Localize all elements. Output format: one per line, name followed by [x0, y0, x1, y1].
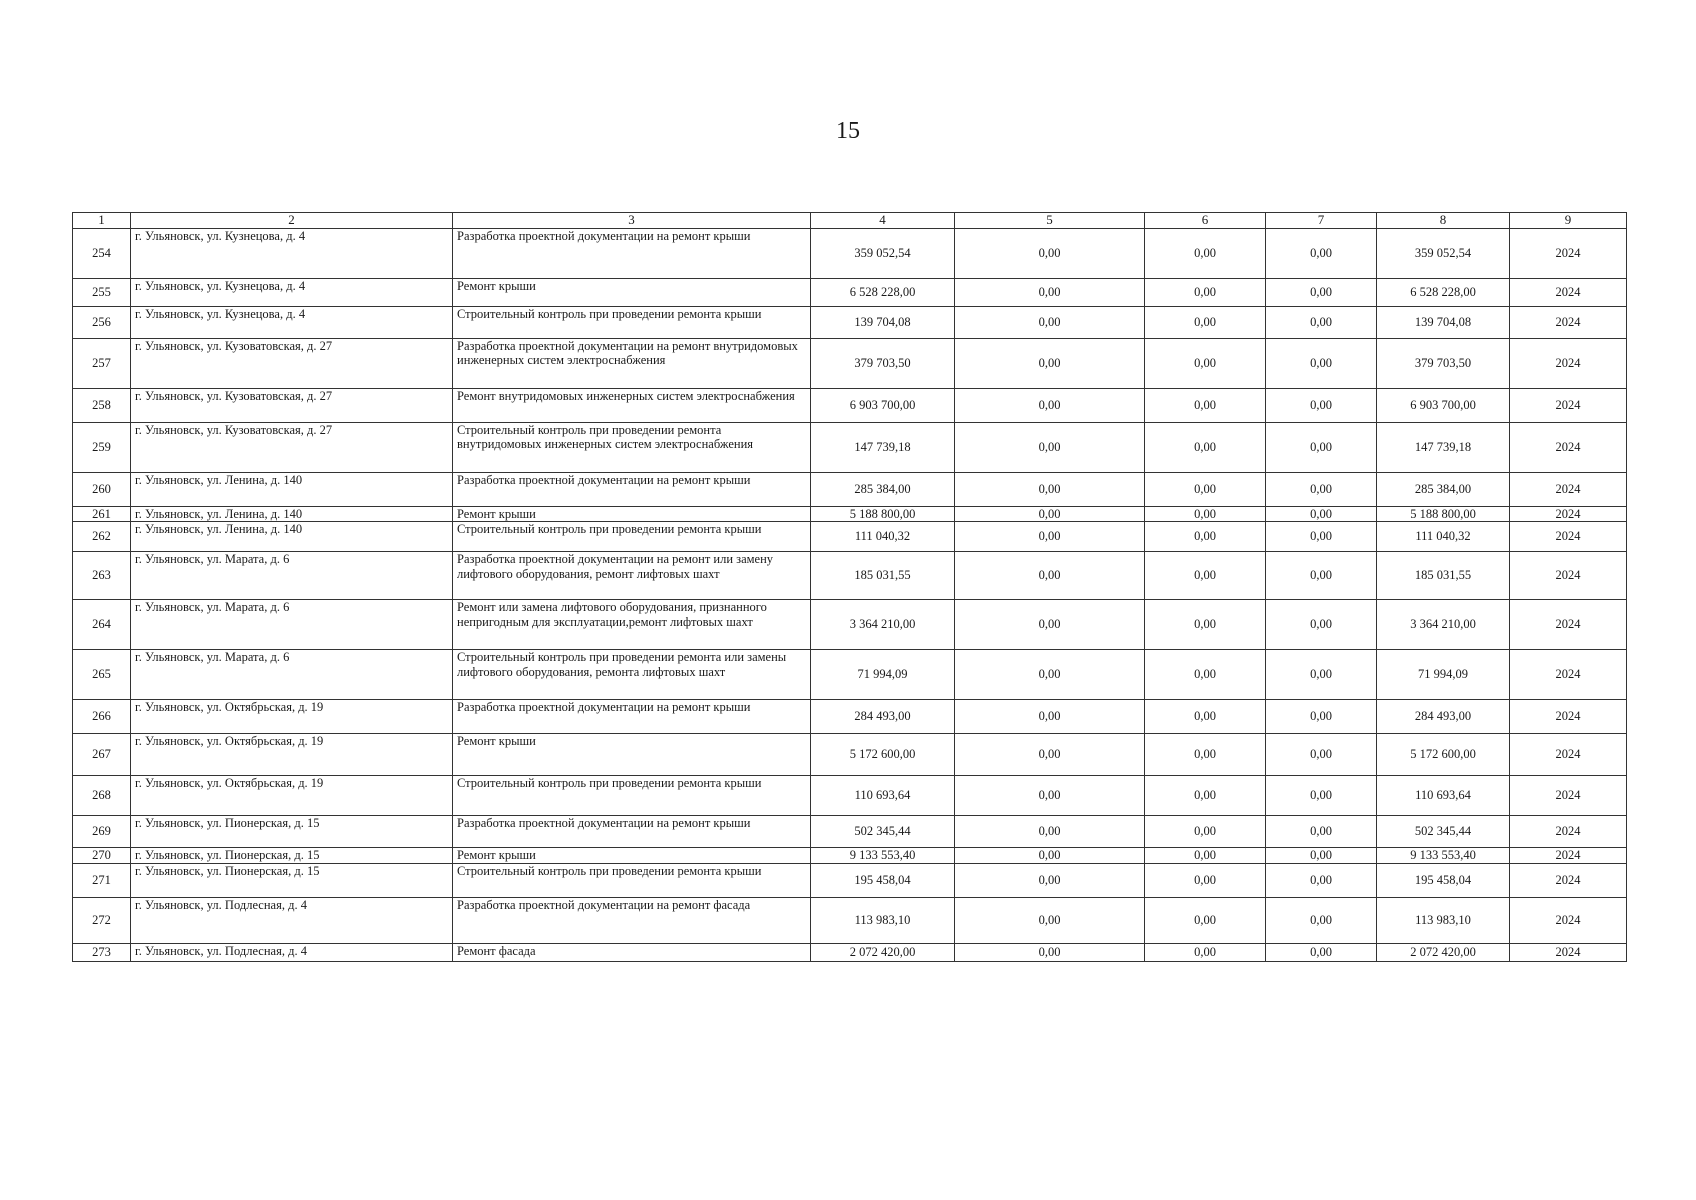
column-6-value: 0,00 — [1145, 734, 1266, 776]
total-cost-cell: 359 052,54 — [811, 228, 955, 278]
column-7-value: 0,00 — [1266, 422, 1377, 472]
total-cost-cell: 110 693,64 — [811, 776, 955, 816]
total-cost-cell: 6 903 700,00 — [811, 388, 955, 422]
column-7-value: 0,00 — [1266, 388, 1377, 422]
column-5-value: 0,00 — [955, 506, 1145, 522]
column-5-value: 0,00 — [955, 552, 1145, 600]
column-7-value: 0,00 — [1266, 278, 1377, 306]
year-cell: 2024 — [1510, 422, 1627, 472]
table-row — [73, 650, 1627, 700]
table-row — [73, 472, 1627, 506]
column-5-value: 0,00 — [955, 650, 1145, 700]
total-cost-cell: 2 072 420,00 — [811, 943, 955, 961]
year-cell: 2024 — [1510, 734, 1627, 776]
address-cell: г. Ульяновск, ул. Октябрьская, д. 19 — [131, 776, 453, 816]
address-cell: г. Ульяновск, ул. Ленина, д. 140 — [131, 472, 453, 506]
work-type-cell: Строительный контроль при проведении ремонта крыши — [453, 306, 811, 338]
column-8-value: 9 133 553,40 — [1377, 848, 1510, 864]
column-6-value: 0,00 — [1145, 278, 1266, 306]
page-number: 15 — [836, 118, 860, 144]
row-number: 266 — [73, 700, 131, 734]
row-number: 254 — [73, 228, 131, 278]
column-8-value: 5 172 600,00 — [1377, 734, 1510, 776]
address-cell: г. Ульяновск, ул. Марата, д. 6 — [131, 552, 453, 600]
column-5-value: 0,00 — [955, 472, 1145, 506]
address-cell: г. Ульяновск, ул. Ленина, д. 140 — [131, 522, 453, 552]
table-row — [73, 897, 1627, 943]
column-5-value: 0,00 — [955, 228, 1145, 278]
column-8-value: 71 994,09 — [1377, 650, 1510, 700]
column-6-value: 0,00 — [1145, 897, 1266, 943]
column-8-value: 6 903 700,00 — [1377, 388, 1510, 422]
column-7-value: 0,00 — [1266, 943, 1377, 961]
repair-register-table — [72, 212, 1627, 962]
column-header-5: 5 — [955, 213, 1145, 229]
table-row — [73, 734, 1627, 776]
column-8-value: 113 983,10 — [1377, 897, 1510, 943]
work-type-cell: Разработка проектной документации на ремонт фасада — [453, 897, 811, 943]
column-number-row — [73, 213, 1627, 229]
table-row — [73, 700, 1627, 734]
column-6-value: 0,00 — [1145, 506, 1266, 522]
column-5-value: 0,00 — [955, 734, 1145, 776]
column-6-value: 0,00 — [1145, 552, 1266, 600]
row-number: 257 — [73, 338, 131, 388]
work-type-cell: Строительный контроль при проведении ремонта крыши — [453, 522, 811, 552]
column-5-value: 0,00 — [955, 306, 1145, 338]
year-cell: 2024 — [1510, 338, 1627, 388]
column-7-value: 0,00 — [1266, 306, 1377, 338]
column-8-value: 195 458,04 — [1377, 863, 1510, 897]
work-type-cell: Строительный контроль при проведении ремонта внутридомовых инженерных систем электроснабжения — [453, 422, 811, 472]
column-7-value: 0,00 — [1266, 734, 1377, 776]
column-7-value: 0,00 — [1266, 897, 1377, 943]
row-number: 264 — [73, 600, 131, 650]
column-8-value: 185 031,55 — [1377, 552, 1510, 600]
total-cost-cell: 195 458,04 — [811, 863, 955, 897]
address-cell: г. Ульяновск, ул. Подлесная, д. 4 — [131, 943, 453, 961]
table-row — [73, 306, 1627, 338]
column-6-value: 0,00 — [1145, 863, 1266, 897]
table-row — [73, 278, 1627, 306]
row-number: 273 — [73, 943, 131, 961]
column-5-value: 0,00 — [955, 278, 1145, 306]
address-cell: г. Ульяновск, ул. Марата, д. 6 — [131, 650, 453, 700]
column-6-value: 0,00 — [1145, 228, 1266, 278]
work-type-cell: Разработка проектной документации на ремонт или замену лифтового оборудования, ремонт лифтовых шахт — [453, 552, 811, 600]
work-type-cell: Ремонт крыши — [453, 734, 811, 776]
column-6-value: 0,00 — [1145, 700, 1266, 734]
work-type-cell: Ремонт или замена лифтового оборудования, признанного непригодным для эксплуатации,ремонт лифтовых шахт — [453, 600, 811, 650]
address-cell: г. Ульяновск, ул. Кузоватовская, д. 27 — [131, 388, 453, 422]
work-type-cell: Разработка проектной документации на ремонт крыши — [453, 700, 811, 734]
work-type-cell: Разработка проектной документации на ремонт крыши — [453, 472, 811, 506]
year-cell: 2024 — [1510, 228, 1627, 278]
row-number: 256 — [73, 306, 131, 338]
column-7-value: 0,00 — [1266, 552, 1377, 600]
column-6-value: 0,00 — [1145, 816, 1266, 848]
year-cell: 2024 — [1510, 816, 1627, 848]
address-cell: г. Ульяновск, ул. Марата, д. 6 — [131, 600, 453, 650]
table-row — [73, 422, 1627, 472]
table-row — [73, 863, 1627, 897]
column-8-value: 285 384,00 — [1377, 472, 1510, 506]
table-body — [73, 228, 1627, 961]
column-7-value: 0,00 — [1266, 600, 1377, 650]
year-cell: 2024 — [1510, 472, 1627, 506]
column-header-9: 9 — [1510, 213, 1627, 229]
column-header-1: 1 — [73, 213, 131, 229]
work-type-cell: Ремонт внутридомовых инженерных систем электроснабжения — [453, 388, 811, 422]
address-cell: г. Ульяновск, ул. Пионерская, д. 15 — [131, 816, 453, 848]
column-8-value: 111 040,32 — [1377, 522, 1510, 552]
table-row — [73, 600, 1627, 650]
column-6-value: 0,00 — [1145, 522, 1266, 552]
total-cost-cell: 147 739,18 — [811, 422, 955, 472]
table-header — [73, 213, 1627, 229]
column-5-value: 0,00 — [955, 700, 1145, 734]
year-cell: 2024 — [1510, 863, 1627, 897]
column-5-value: 0,00 — [955, 388, 1145, 422]
year-cell: 2024 — [1510, 776, 1627, 816]
row-number: 261 — [73, 506, 131, 522]
row-number: 262 — [73, 522, 131, 552]
work-type-cell: Ремонт крыши — [453, 848, 811, 864]
row-number: 269 — [73, 816, 131, 848]
address-cell: г. Ульяновск, ул. Кузнецова, д. 4 — [131, 228, 453, 278]
total-cost-cell: 502 345,44 — [811, 816, 955, 848]
total-cost-cell: 285 384,00 — [811, 472, 955, 506]
column-7-value: 0,00 — [1266, 228, 1377, 278]
address-cell: г. Ульяновск, ул. Подлесная, д. 4 — [131, 897, 453, 943]
column-5-value: 0,00 — [955, 863, 1145, 897]
year-cell: 2024 — [1510, 522, 1627, 552]
total-cost-cell: 3 364 210,00 — [811, 600, 955, 650]
column-5-value: 0,00 — [955, 848, 1145, 864]
year-cell: 2024 — [1510, 650, 1627, 700]
total-cost-cell: 5 188 800,00 — [811, 506, 955, 522]
work-type-cell: Строительный контроль при проведении ремонта или замены лифтового оборудования, ремонта лифтовых шахт — [453, 650, 811, 700]
column-7-value: 0,00 — [1266, 472, 1377, 506]
row-number: 267 — [73, 734, 131, 776]
address-cell: г. Ульяновск, ул. Пионерская, д. 15 — [131, 863, 453, 897]
row-number: 258 — [73, 388, 131, 422]
total-cost-cell: 113 983,10 — [811, 897, 955, 943]
address-cell: г. Ульяновск, ул. Ленина, д. 140 — [131, 506, 453, 522]
year-cell: 2024 — [1510, 897, 1627, 943]
row-number: 271 — [73, 863, 131, 897]
total-cost-cell: 9 133 553,40 — [811, 848, 955, 864]
column-header-4: 4 — [811, 213, 955, 229]
row-number: 265 — [73, 650, 131, 700]
column-7-value: 0,00 — [1266, 338, 1377, 388]
year-cell: 2024 — [1510, 848, 1627, 864]
row-number: 270 — [73, 848, 131, 864]
total-cost-cell: 185 031,55 — [811, 552, 955, 600]
column-6-value: 0,00 — [1145, 650, 1266, 700]
column-5-value: 0,00 — [955, 600, 1145, 650]
total-cost-cell: 71 994,09 — [811, 650, 955, 700]
address-cell: г. Ульяновск, ул. Пионерская, д. 15 — [131, 848, 453, 864]
column-7-value: 0,00 — [1266, 776, 1377, 816]
work-type-cell: Ремонт фасада — [453, 943, 811, 961]
column-7-value: 0,00 — [1266, 650, 1377, 700]
year-cell: 2024 — [1510, 306, 1627, 338]
year-cell: 2024 — [1510, 278, 1627, 306]
column-8-value: 379 703,50 — [1377, 338, 1510, 388]
column-5-value: 0,00 — [955, 338, 1145, 388]
address-cell: г. Ульяновск, ул. Кузнецова, д. 4 — [131, 278, 453, 306]
table-row — [73, 522, 1627, 552]
table-row — [73, 338, 1627, 388]
total-cost-cell: 284 493,00 — [811, 700, 955, 734]
row-number: 263 — [73, 552, 131, 600]
column-6-value: 0,00 — [1145, 943, 1266, 961]
column-8-value: 6 528 228,00 — [1377, 278, 1510, 306]
column-8-value: 147 739,18 — [1377, 422, 1510, 472]
year-cell: 2024 — [1510, 506, 1627, 522]
column-5-value: 0,00 — [955, 422, 1145, 472]
total-cost-cell: 111 040,32 — [811, 522, 955, 552]
table-row — [73, 552, 1627, 600]
column-8-value: 139 704,08 — [1377, 306, 1510, 338]
column-6-value: 0,00 — [1145, 600, 1266, 650]
column-header-6: 6 — [1145, 213, 1266, 229]
work-type-cell: Ремонт крыши — [453, 506, 811, 522]
column-8-value: 284 493,00 — [1377, 700, 1510, 734]
work-type-cell: Строительный контроль при проведении ремонта крыши — [453, 863, 811, 897]
total-cost-cell: 139 704,08 — [811, 306, 955, 338]
year-cell: 2024 — [1510, 552, 1627, 600]
total-cost-cell: 6 528 228,00 — [811, 278, 955, 306]
column-header-8: 8 — [1377, 213, 1510, 229]
work-type-cell: Разработка проектной документации на ремонт внутридомовых инженерных систем электроснабжения — [453, 338, 811, 388]
column-6-value: 0,00 — [1145, 848, 1266, 864]
column-5-value: 0,00 — [955, 943, 1145, 961]
table-row — [73, 943, 1627, 961]
address-cell: г. Ульяновск, ул. Октябрьская, д. 19 — [131, 734, 453, 776]
column-header-2: 2 — [131, 213, 453, 229]
table-row — [73, 848, 1627, 864]
column-header-7: 7 — [1266, 213, 1377, 229]
year-cell: 2024 — [1510, 388, 1627, 422]
year-cell: 2024 — [1510, 600, 1627, 650]
column-5-value: 0,00 — [955, 816, 1145, 848]
column-7-value: 0,00 — [1266, 506, 1377, 522]
column-8-value: 3 364 210,00 — [1377, 600, 1510, 650]
address-cell: г. Ульяновск, ул. Кузоватовская, д. 27 — [131, 338, 453, 388]
work-type-cell: Разработка проектной документации на ремонт крыши — [453, 816, 811, 848]
column-8-value: 502 345,44 — [1377, 816, 1510, 848]
column-7-value: 0,00 — [1266, 816, 1377, 848]
column-6-value: 0,00 — [1145, 338, 1266, 388]
column-6-value: 0,00 — [1145, 422, 1266, 472]
column-5-value: 0,00 — [955, 897, 1145, 943]
work-type-cell: Строительный контроль при проведении ремонта крыши — [453, 776, 811, 816]
column-6-value: 0,00 — [1145, 776, 1266, 816]
column-7-value: 0,00 — [1266, 863, 1377, 897]
column-6-value: 0,00 — [1145, 306, 1266, 338]
column-7-value: 0,00 — [1266, 522, 1377, 552]
row-number: 268 — [73, 776, 131, 816]
column-5-value: 0,00 — [955, 776, 1145, 816]
address-cell: г. Ульяновск, ул. Октябрьская, д. 19 — [131, 700, 453, 734]
column-6-value: 0,00 — [1145, 472, 1266, 506]
work-type-cell: Ремонт крыши — [453, 278, 811, 306]
work-type-cell: Разработка проектной документации на ремонт крыши — [453, 228, 811, 278]
column-header-3: 3 — [453, 213, 811, 229]
column-8-value: 110 693,64 — [1377, 776, 1510, 816]
row-number: 260 — [73, 472, 131, 506]
table-row — [73, 816, 1627, 848]
column-8-value: 2 072 420,00 — [1377, 943, 1510, 961]
row-number: 255 — [73, 278, 131, 306]
year-cell: 2024 — [1510, 943, 1627, 961]
column-8-value: 359 052,54 — [1377, 228, 1510, 278]
column-8-value: 5 188 800,00 — [1377, 506, 1510, 522]
total-cost-cell: 5 172 600,00 — [811, 734, 955, 776]
row-number: 272 — [73, 897, 131, 943]
address-cell: г. Ульяновск, ул. Кузоватовская, д. 27 — [131, 422, 453, 472]
year-cell: 2024 — [1510, 700, 1627, 734]
table-row — [73, 506, 1627, 522]
table-row — [73, 776, 1627, 816]
table-row — [73, 388, 1627, 422]
column-7-value: 0,00 — [1266, 700, 1377, 734]
column-7-value: 0,00 — [1266, 848, 1377, 864]
total-cost-cell: 379 703,50 — [811, 338, 955, 388]
row-number: 259 — [73, 422, 131, 472]
table-row — [73, 228, 1627, 278]
address-cell: г. Ульяновск, ул. Кузнецова, д. 4 — [131, 306, 453, 338]
column-5-value: 0,00 — [955, 522, 1145, 552]
column-6-value: 0,00 — [1145, 388, 1266, 422]
